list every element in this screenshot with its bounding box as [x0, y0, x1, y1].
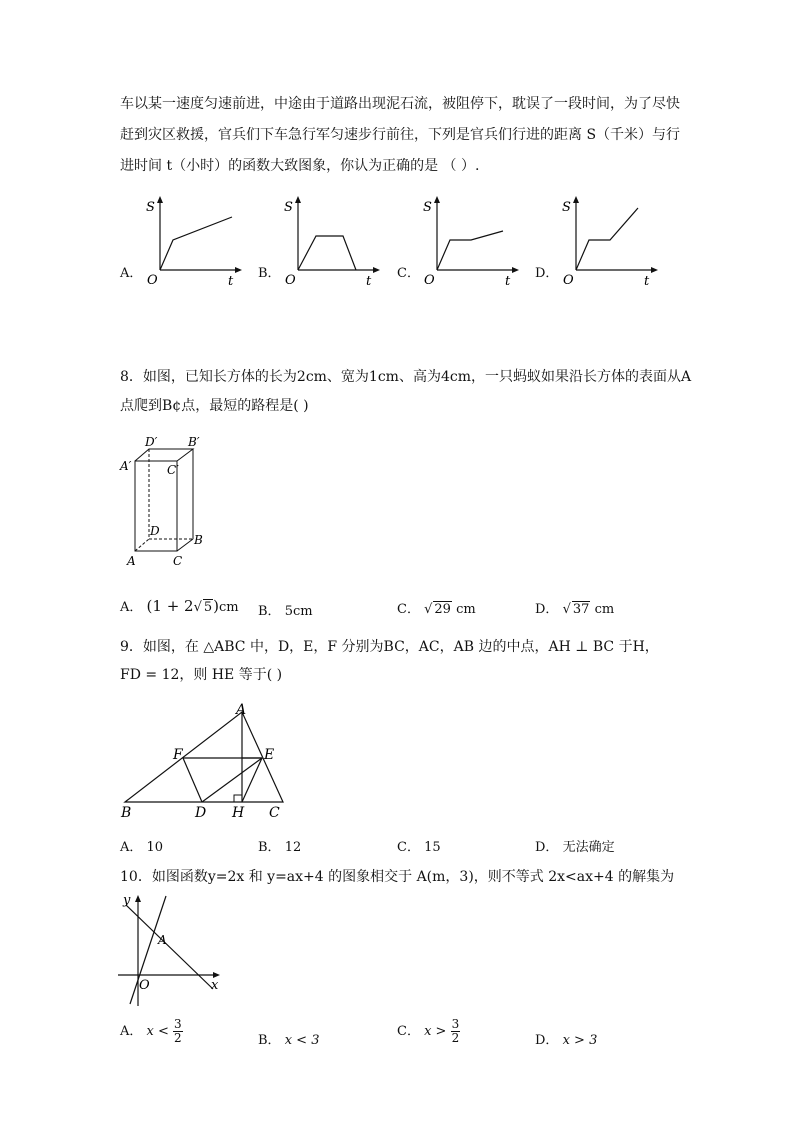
q9-option-a[interactable] [120, 836, 163, 855]
q8-label-d: D [150, 524, 160, 538]
q8-option-b-label: B． [258, 604, 281, 619]
q10-label-o: O [139, 978, 150, 993]
q8-option-a-root: 5 [203, 600, 213, 615]
q8-option-d-unit: cm [594, 602, 615, 617]
q7-option-a-label: A． [120, 266, 143, 281]
q7-graph-b-plot [278, 195, 388, 290]
q9-label-h: H [232, 805, 245, 821]
q8-option-c-root: 29 [434, 602, 451, 617]
q7-graph-b-t-label: t [366, 274, 372, 289]
q9-label-a: A [236, 702, 247, 718]
q9-option-a-text: 10 [146, 840, 164, 855]
q8-label-a1: A′ [120, 459, 132, 473]
q10-option-c-num: 3 [451, 1017, 460, 1031]
q9-option-c-label: C． [397, 840, 420, 855]
q9-label-f: F [173, 747, 183, 763]
sqrt-icon: √ [562, 602, 571, 617]
q8-text-line-2: 点爬到B¢点，最短的路程是( ) [120, 398, 309, 414]
q10-option-a[interactable] [120, 1018, 183, 1045]
sqrt-icon: √ [424, 602, 433, 617]
q7-graph-c-s-label: S [423, 200, 432, 215]
q7-option-b-label: B． [258, 266, 281, 281]
q8-text-line-1: 8．如图，已知长方体的长为2cm、宽为1cm、高为4cm，一只蚂蚁如果沿长方体的表面从A [120, 369, 692, 385]
q10-option-d-text: x > 3 [562, 1033, 598, 1048]
q10-option-c-den: 2 [451, 1031, 460, 1045]
q10-option-d[interactable] [535, 1029, 597, 1048]
q9-text-line-2: FD = 12，则 HE 等于( ) [120, 667, 283, 683]
q9-option-c-text: 15 [424, 840, 441, 855]
q7-graph-a-o-label: O [147, 273, 158, 288]
q9-label-c: C [269, 805, 280, 821]
q9-label-d: D [195, 805, 207, 821]
q7-graph-b-o-label: O [285, 273, 296, 288]
q9-option-d[interactable] [535, 836, 615, 855]
q7-text-line-3: 进时间 t（小时）的函数大致图象，你认为正确的是 （ ）. [120, 158, 480, 174]
q7-graph-d-t-label: t [644, 274, 650, 289]
q10-label-y: y [123, 893, 131, 908]
q8-label-c: C [173, 554, 183, 568]
q10-option-d-label: D． [535, 1033, 559, 1048]
q7-option-c-label: C． [397, 266, 420, 281]
q10-option-c-lhs: x > [424, 1024, 447, 1039]
q9-option-d-label: D． [535, 840, 559, 855]
q8-option-a[interactable] [120, 596, 239, 615]
q8-label-d1: D′ [145, 435, 158, 449]
q10-text-line-1: 10．如图函数y=2x 和 y=ax+4 的图象相交于 A(m，3)，则不等式 2x<ax+4 的解集为 [120, 869, 675, 885]
q8-label-c1: C′ [167, 463, 179, 477]
q10-option-b[interactable] [258, 1029, 319, 1048]
q9-triangle-figure [115, 700, 295, 825]
q8-option-d[interactable] [535, 598, 614, 617]
q8-option-b[interactable] [258, 600, 313, 619]
q9-option-d-text: 无法确定 [562, 840, 615, 855]
q10-option-b-text: x < 3 [284, 1033, 320, 1048]
q10-graph-figure [115, 888, 230, 1010]
q10-option-a-den: 2 [174, 1031, 182, 1045]
q7-graph-c-t-label: t [505, 274, 511, 289]
q10-option-c-label: C． [397, 1024, 420, 1039]
q7-graph-d-plot [556, 195, 666, 290]
q7-graph-d-o-label: O [563, 273, 574, 288]
q8-option-a-pre: (1 + 2 [146, 597, 194, 615]
q8-option-c-label: C． [397, 602, 420, 617]
q8-option-a-label: A． [120, 600, 143, 615]
q10-option-a-num: 3 [174, 1017, 182, 1031]
q9-label-b: B [121, 805, 132, 821]
q8-option-b-text: 5cm [284, 604, 313, 619]
q8-label-b: B [194, 533, 203, 547]
q8-label-a: A [127, 554, 136, 568]
q10-label-a: A [158, 933, 167, 947]
sqrt-icon: √ [193, 600, 202, 615]
q10-option-a-fraction [173, 1018, 183, 1045]
q10-option-b-label: B． [258, 1033, 281, 1048]
q10-option-a-label: A． [120, 1024, 143, 1039]
q7-graph-b-s-label: S [284, 200, 293, 215]
q10-label-x: x [211, 978, 219, 993]
q7-graph-a-t-label: t [228, 274, 234, 289]
q9-option-c[interactable] [397, 836, 441, 855]
q7-graph-c-o-label: O [424, 273, 435, 288]
q10-option-c-fraction [451, 1018, 461, 1045]
q7-text-line-2: 赶到灾区救援，官兵们下车急行军匀速步行前往，下列是官兵们行进的距离 S（千米）与行 [120, 127, 681, 143]
q7-graph-a-s-label: S [146, 200, 155, 215]
q8-option-a-unit: cm [219, 600, 239, 615]
q8-option-c[interactable] [397, 598, 476, 617]
q7-option-d-label: D． [535, 266, 559, 281]
q9-label-e: E [264, 747, 275, 763]
q7-text-line-1: 车以某一速度匀速前进，中途由于道路出现泥石流，被阻停下，耽误了一段时间，为了尽快 [120, 96, 680, 112]
q8-option-d-label: D． [535, 602, 559, 617]
q8-option-a-post: ) [213, 597, 220, 615]
q8-option-c-unit: cm [456, 602, 476, 617]
q10-option-c[interactable] [397, 1018, 460, 1045]
q9-option-a-label: A． [120, 840, 143, 855]
q9-text-line-1: 9．如图，在 △ABC 中，D，E，F 分别为BC，AC，AB 边的中点，AH ⊥ BC 于H， [120, 639, 659, 655]
q9-option-b-label: B． [258, 840, 281, 855]
q8-cuboid-figure [118, 433, 218, 573]
q9-option-b-text: 12 [284, 840, 302, 855]
q7-graph-c-plot [417, 195, 527, 290]
q8-option-d-root: 37 [572, 602, 590, 617]
q8-label-b1: B′ [188, 435, 200, 449]
q9-option-b[interactable] [258, 836, 301, 855]
q7-graph-d-s-label: S [562, 200, 571, 215]
q7-graph-a-plot [140, 195, 250, 290]
q10-option-a-lhs: x < [146, 1024, 169, 1039]
